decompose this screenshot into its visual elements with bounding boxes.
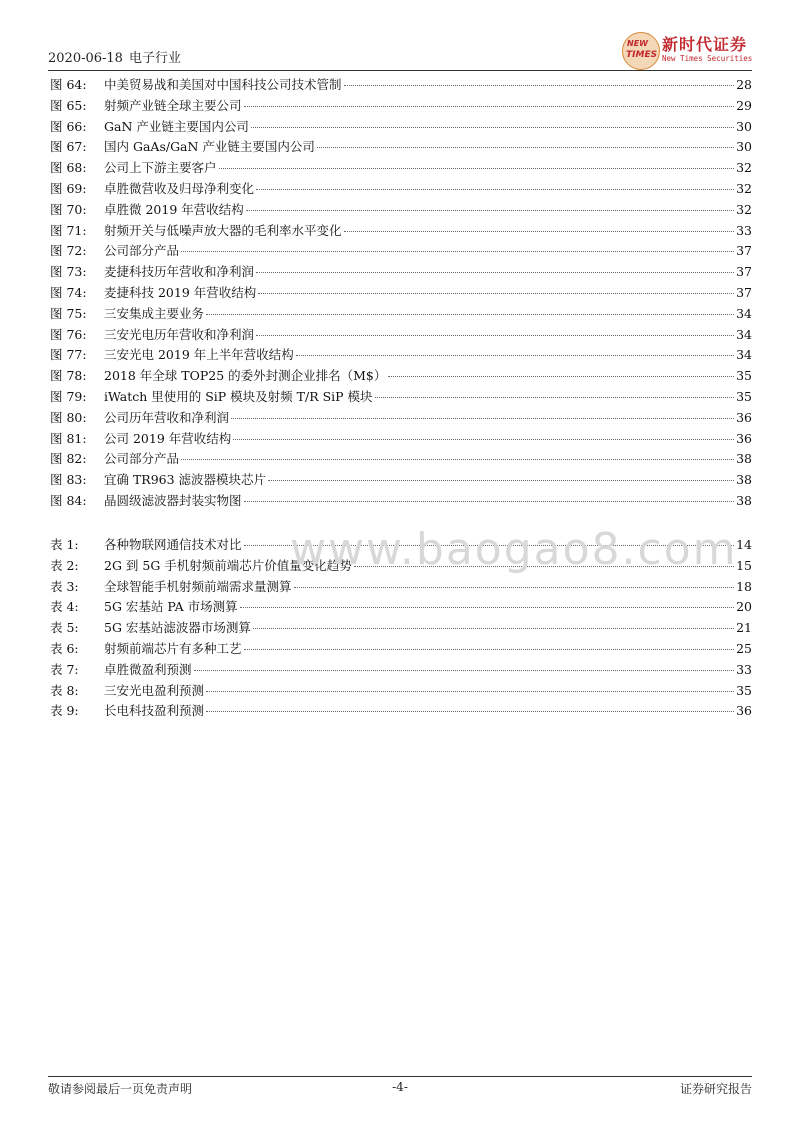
toc-page-number: 36 [736, 430, 752, 446]
figure-entry[interactable] [50, 179, 752, 200]
toc-title: 2018 年全球 TOP25 的委外封测企业排名（M$） [104, 368, 387, 384]
toc-title: 三安集成主要业务 [104, 305, 205, 321]
toc-page-number: 35 [736, 682, 752, 698]
toc-title: 公司历年营收和净利润 [104, 409, 230, 425]
toc-leader-dots [256, 189, 734, 190]
toc-title: GaN 产业链主要国内公司 [104, 118, 249, 134]
figure-entry[interactable] [50, 75, 752, 96]
table-entry[interactable] [50, 535, 752, 556]
toc-page-number: 14 [736, 537, 752, 552]
toc-page-number: 34 [736, 347, 752, 363]
toc-leader-dots [296, 355, 734, 356]
toc-title: 射频开关与低噪声放大器的毛利率水平变化 [104, 222, 342, 238]
toc-label: 表 4: [50, 599, 79, 615]
figure-entry[interactable] [50, 96, 752, 117]
toc-title: 各种物联网通信技术对比 [104, 537, 242, 552]
toc-leader-dots [253, 628, 734, 629]
toc-leader-dots [231, 418, 734, 419]
toc-label: 图 70: [50, 201, 87, 217]
toc-page-number: 36 [736, 703, 752, 719]
toc-page-number: 37 [736, 284, 752, 300]
table-entry[interactable] [50, 597, 752, 618]
disclaimer-note: 敬请参阅最后一页免责声明 [48, 1082, 193, 1096]
figure-entry[interactable] [50, 158, 752, 179]
header-divider [48, 70, 752, 71]
toc-label: 图 80: [50, 409, 87, 425]
toc-label: 表 8: [50, 682, 79, 698]
table-entry[interactable] [50, 639, 752, 660]
toc-label: 表 2: [50, 557, 79, 573]
toc-label: 表 7: [50, 661, 79, 677]
toc-label: 图 84: [50, 492, 87, 508]
toc-title: 卓胜微 2019 年营收结构 [104, 201, 244, 217]
toc-label: 图 74: [50, 284, 87, 300]
toc-title: 5G 宏基站滤波器市场测算 [104, 620, 251, 636]
toc-label: 图 79: [50, 388, 87, 404]
toc-page-number: 21 [736, 620, 752, 636]
toc-label: 图 71: [50, 222, 87, 238]
toc-label: 表 1: [50, 537, 79, 552]
toc-leader-dots [244, 649, 735, 650]
toc-leader-dots [240, 607, 734, 608]
watermark: www.baogao8.com [290, 524, 738, 575]
toc-label: 图 68: [50, 160, 87, 176]
toc-leader-dots [206, 314, 734, 315]
toc-page-number: 38 [736, 492, 752, 508]
figure-entry[interactable] [50, 304, 752, 325]
toc-label: 图 76: [50, 326, 87, 342]
toc-leader-dots [268, 480, 734, 481]
report-type: 证券研究报告 [679, 1082, 752, 1096]
toc-page-number: 32 [736, 160, 752, 176]
toc-title: 麦捷科技历年营收和净利润 [104, 264, 255, 280]
toc-title: 射频产业链全球主要公司 [104, 97, 242, 113]
figure-entry[interactable] [50, 200, 752, 221]
figure-entry[interactable] [50, 429, 752, 450]
toc-page-number: 38 [736, 472, 752, 488]
figure-entry[interactable] [50, 366, 752, 387]
toc-page-number: 37 [736, 264, 752, 280]
logo-badge-icon: NEW TIMES [622, 32, 660, 70]
toc-leader-dots [219, 168, 735, 169]
toc-page-number: 36 [736, 409, 752, 425]
figure-entry[interactable] [50, 221, 752, 242]
toc-label: 图 65: [50, 97, 87, 113]
toc-page-number: 32 [736, 201, 752, 217]
toc-page-number: 35 [736, 388, 752, 404]
toc-page-number: 33 [736, 222, 752, 238]
toc-page-number: 37 [736, 243, 752, 259]
toc-page-number: 35 [736, 368, 752, 384]
toc-title: 宜确 TR963 滤波器模块芯片 [104, 472, 267, 488]
table-entry[interactable] [50, 681, 752, 702]
header-meta [48, 47, 181, 66]
page-number: -4- [392, 1080, 408, 1094]
toc-leader-dots [258, 293, 734, 294]
toc-title: 长电科技盈利预测 [104, 703, 205, 719]
industry-label: 电子行业 [128, 51, 181, 66]
toc-leader-dots [344, 85, 735, 86]
toc-page-number: 30 [736, 139, 752, 155]
toc-page-number: 34 [736, 305, 752, 321]
toc-title: 麦捷科技 2019 年营收结构 [104, 284, 257, 300]
toc-title: 三安光电历年营收和净利润 [104, 326, 255, 342]
toc-leader-dots [206, 711, 734, 712]
toc-label: 图 66: [50, 118, 87, 134]
toc-page-number: 30 [736, 118, 752, 134]
toc-title: 卓胜微营收及归母净利变化 [104, 180, 255, 196]
toc-page-number: 33 [736, 661, 752, 677]
toc-title: 中美贸易战和美国对中国科技公司技术管制 [104, 77, 342, 92]
toc-page-number: 20 [736, 599, 752, 615]
toc-leader-dots [256, 272, 734, 273]
toc-leader-dots [251, 127, 734, 128]
toc-title: 三安光电盈利预测 [104, 682, 205, 698]
toc-page-number: 15 [736, 557, 752, 573]
table-list [50, 535, 752, 722]
figure-entry[interactable] [50, 241, 752, 262]
report-date: 2020-06-18 [48, 51, 123, 66]
toc-page-number: 34 [736, 326, 752, 342]
toc-label: 表 3: [50, 578, 79, 594]
toc-title: 卓胜微盈利预测 [104, 661, 192, 677]
toc-page-number: 38 [736, 451, 752, 467]
figure-entry[interactable] [50, 137, 752, 158]
toc-title: 公司上下游主要客户 [104, 160, 217, 176]
toc-label: 图 73: [50, 264, 87, 280]
toc-label: 图 69: [50, 180, 87, 196]
toc-page-number: 25 [736, 640, 752, 656]
toc-leader-dots [294, 587, 735, 588]
toc-title: 射频前端芯片有多种工艺 [104, 640, 242, 656]
toc-leader-dots [181, 459, 734, 460]
figure-entry[interactable] [50, 449, 752, 470]
toc-label: 图 81: [50, 430, 87, 446]
toc-leader-dots [244, 545, 735, 546]
toc-leader-dots [206, 691, 734, 692]
toc-title: 全球智能手机射频前端需求量测算 [104, 578, 292, 594]
toc-label: 图 75: [50, 305, 87, 321]
toc-page-number: 28 [736, 77, 752, 92]
footer-divider [48, 1076, 752, 1077]
toc-title: 国内 GaAs/GaN 产业链主要国内公司 [104, 139, 315, 155]
figure-entry[interactable] [50, 408, 752, 429]
toc-page-number: 18 [736, 578, 752, 594]
company-logo [622, 30, 752, 70]
toc-label: 表 9: [50, 703, 79, 719]
table-entry[interactable] [50, 701, 752, 722]
toc-title: 公司部分产品 [104, 451, 180, 467]
figure-entry[interactable] [50, 117, 752, 138]
toc-title: 2G 到 5G 手机射频前端芯片价值量变化趋势 [104, 557, 352, 573]
toc-leader-dots [244, 501, 735, 502]
toc-leader-dots [388, 376, 734, 377]
figure-entry[interactable] [50, 470, 752, 491]
figure-entry[interactable] [50, 345, 752, 366]
figure-entry[interactable] [50, 262, 752, 283]
toc-leader-dots [246, 210, 734, 211]
toc-leader-dots [354, 566, 734, 567]
figure-list [50, 75, 752, 512]
figure-entry[interactable] [50, 387, 752, 408]
toc-label: 表 6: [50, 640, 79, 656]
table-entry[interactable] [50, 577, 752, 598]
toc-leader-dots [181, 251, 734, 252]
toc-leader-dots [256, 335, 734, 336]
toc-label: 图 83: [50, 472, 87, 488]
toc-leader-dots [194, 670, 735, 671]
toc-leader-dots [233, 439, 734, 440]
figure-entry[interactable] [50, 325, 752, 346]
toc-title: iWatch 里使用的 SiP 模块及射频 T/R SiP 模块 [104, 388, 373, 404]
toc-title: 公司 2019 年营收结构 [104, 430, 232, 446]
toc-page-number: 29 [736, 97, 752, 113]
toc-label: 图 72: [50, 243, 87, 259]
toc-leader-dots [244, 106, 735, 107]
toc-title: 公司部分产品 [104, 243, 180, 259]
toc-label: 图 82: [50, 451, 87, 467]
toc-label: 图 77: [50, 347, 87, 363]
figure-entry[interactable] [50, 491, 752, 512]
toc-label: 图 78: [50, 368, 87, 384]
figure-entry[interactable] [50, 283, 752, 304]
toc-leader-dots [317, 147, 734, 148]
toc-title: 三安光电 2019 年上半年营收结构 [104, 347, 294, 363]
toc-title: 5G 宏基站 PA 市场测算 [104, 599, 238, 615]
company-name-cn: 新时代证券 [662, 35, 748, 54]
toc-leader-dots [344, 231, 735, 232]
toc-label: 图 67: [50, 139, 87, 155]
table-entry[interactable] [50, 556, 752, 577]
table-entry[interactable] [50, 660, 752, 681]
toc-page-number: 32 [736, 180, 752, 196]
company-name-en: New Times Securities [662, 54, 753, 63]
table-entry[interactable] [50, 618, 752, 639]
toc-title: 晶圆级滤波器封装实物图 [104, 492, 242, 508]
toc-leader-dots [375, 397, 735, 398]
toc-label: 图 64: [50, 77, 87, 92]
toc-label: 表 5: [50, 620, 79, 636]
